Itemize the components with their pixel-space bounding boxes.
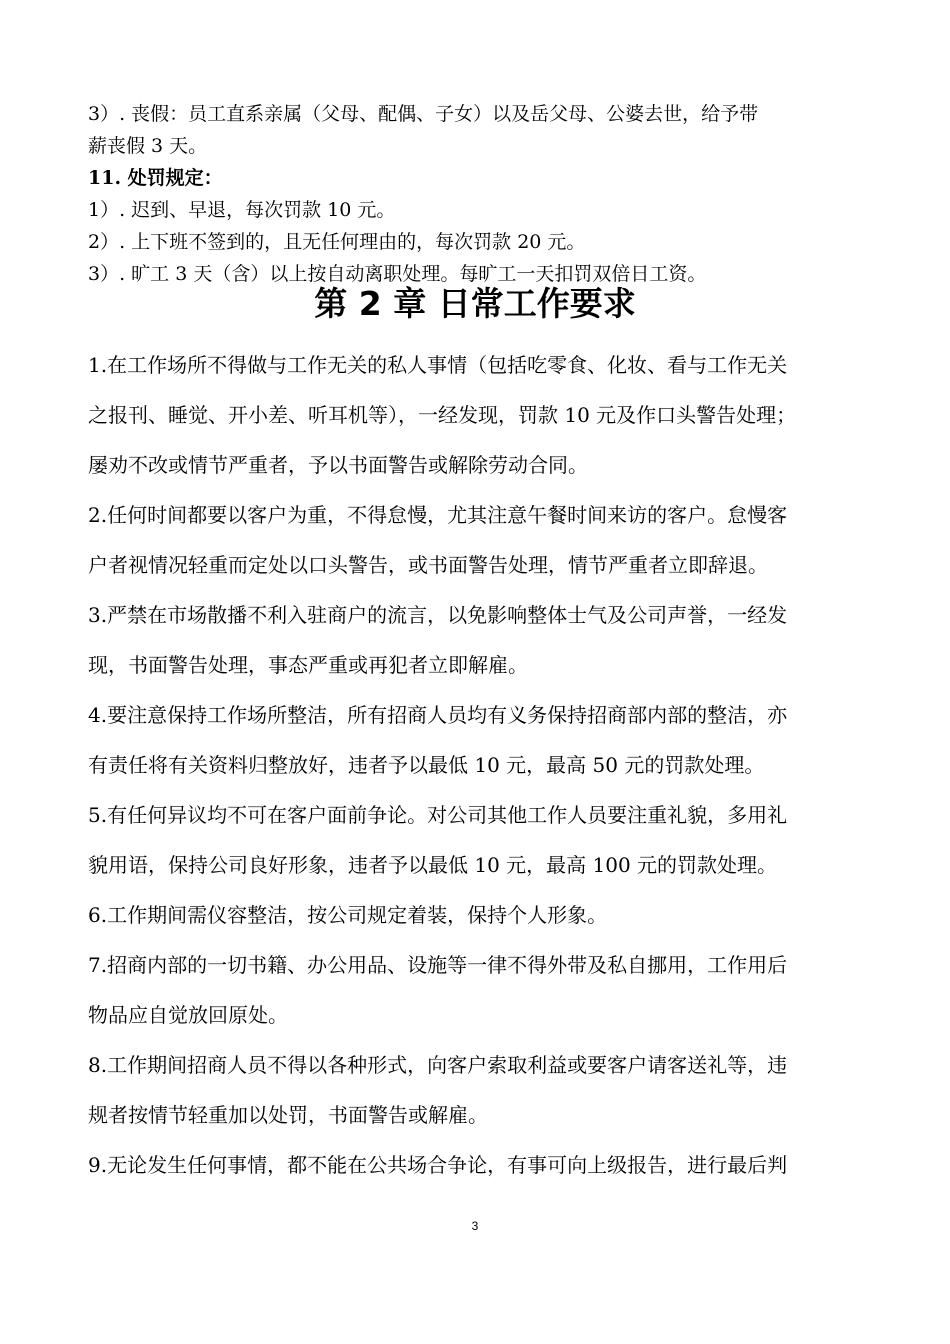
rule-line: 9.无论发生任何事情，都不能在公共场合争论，有事可向上级报告，进行最后判 <box>88 1153 788 1177</box>
rule-line: 4.要注意保持工作场所整洁，所有招商人员均有义务保持招商部内部的整洁，亦 <box>88 703 788 727</box>
rule-item-7 <box>88 940 873 1040</box>
rule-line: 3.严禁在市场散播不利入驻商户的流言，以免影响整体士气及公司声誉，一经发 <box>88 603 788 627</box>
rule-line: 屡劝不改或情节严重者，予以书面警告或解除劳动合同。 <box>88 453 588 477</box>
rule-line: 之报刊、睡觉、开小差、听耳机等），一经发现，罚款 10 元及作口头警告处理； <box>88 403 797 427</box>
rule-item-4 <box>88 690 873 790</box>
rule-line: 6.工作期间需仪容整洁，按公司规定着装，保持个人形象。 <box>88 903 608 927</box>
rule-line: 5.有任何异议均不可在客户面前争论。对公司其他工作人员要注重礼貌，多用礼 <box>88 803 788 827</box>
rule-item-2 <box>88 490 873 590</box>
rule-line: 8.工作期间招商人员不得以各种形式，向客户索取利益或要客户请客送礼等，违 <box>88 1053 788 1077</box>
rule-item-9 <box>88 1140 873 1190</box>
rule-item-1 <box>88 340 873 490</box>
rule-item-3 <box>88 590 873 690</box>
penalty-rule-no-sign-in: 2）. 上下班不签到的，且无任何理由的，每次罚款 20 元。 <box>88 231 586 253</box>
rule-line: 貌用语，保持公司良好形象，违者予以最低 10 元，最高 100 元的罚款处理。 <box>88 853 778 877</box>
penalty-rules-heading: 11. 处罚规定： <box>88 167 223 189</box>
rule-line: 1.在工作场所不得做与工作无关的私人事情（包括吃零食、化妆、看与工作无关 <box>88 353 788 377</box>
rule-line: 户者视情况轻重而定处以口头警告，或书面警告处理，情节严重者立即辞退。 <box>88 553 768 577</box>
rule-line: 有责任将有关资料归整放好，违者予以最低 10 元，最高 50 元的罚款处理。 <box>88 753 765 777</box>
rule-line: 2.任何时间都要以客户为重，不得怠慢，尤其注意午餐时间来访的客户。怠慢客 <box>88 503 788 527</box>
penalty-rule-late: 1）. 迟到、早退，每次罚款 10 元。 <box>88 199 396 221</box>
rule-line: 7.招商内部的一切书籍、办公用品、设施等一律不得外带及私自挪用，工作用后 <box>88 953 788 977</box>
chapter-title: 第 2 章 日常工作要求 <box>314 284 636 323</box>
funeral-leave-line-1: 3）. 丧假：员工直系亲属（父母、配偶、子女）以及岳父母、公婆去世，给予带 <box>88 103 759 125</box>
penalty-rule-absence: 3）. 旷工 3 天（含）以上按自动离职处理。每旷工一天扣罚双倍日工资。 <box>88 263 707 285</box>
funeral-leave-line-2: 薪丧假 3 天。 <box>88 135 208 157</box>
rule-line: 现，书面警告处理，事态严重或再犯者立即解雇。 <box>88 653 528 677</box>
leave-and-penalty-section <box>88 98 873 290</box>
daily-work-rules <box>88 340 873 1190</box>
rule-line: 物品应自觉放回原处。 <box>88 1003 288 1027</box>
rule-line: 规者按情节轻重加以处罚，书面警告或解雇。 <box>88 1103 488 1127</box>
page-number: 3 <box>471 1219 479 1233</box>
rule-item-6 <box>88 890 873 940</box>
rule-item-8 <box>88 1040 873 1140</box>
rule-item-5 <box>88 790 873 890</box>
